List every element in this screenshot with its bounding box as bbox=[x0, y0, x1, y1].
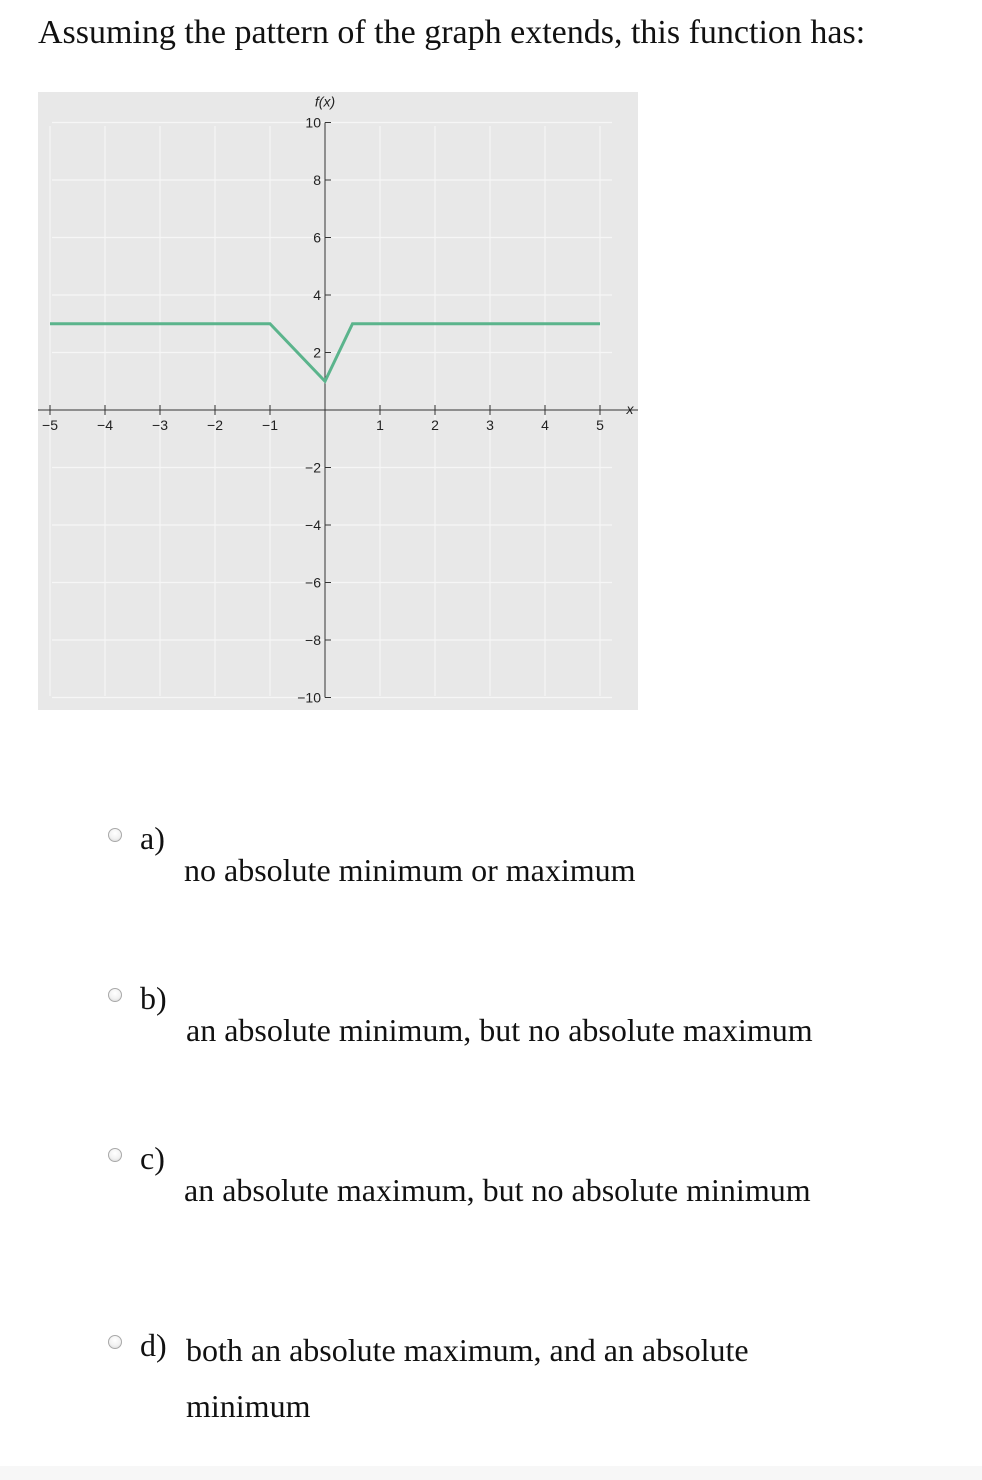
y-axis-label: f(x) bbox=[314, 93, 336, 110]
x-tick-label: 4 bbox=[541, 417, 549, 433]
option-d-text: both an absolute maximum, and an absolute bbox=[186, 1332, 749, 1368]
option-a[interactable] bbox=[0, 818, 982, 938]
option-b-radio[interactable] bbox=[108, 988, 122, 1002]
x-tick-label: 3 bbox=[486, 417, 494, 433]
option-a-letter: a) bbox=[140, 820, 165, 856]
function-graph bbox=[38, 92, 638, 710]
option-b[interactable] bbox=[0, 978, 982, 1098]
y-tick-label: 8 bbox=[313, 172, 321, 188]
option-c[interactable] bbox=[0, 1138, 982, 1258]
option-d-letter: d) bbox=[140, 1327, 167, 1363]
x-tick-label: −3 bbox=[152, 417, 168, 433]
option-c-radio[interactable] bbox=[108, 1148, 122, 1162]
option-c-text: an absolute maximum, but no absolute minimum bbox=[184, 1172, 811, 1208]
x-tick-label: 5 bbox=[596, 417, 604, 433]
option-d-text-line2: minimum bbox=[186, 1388, 311, 1424]
option-b-text: an absolute minimum, but no absolute maximum bbox=[186, 1012, 813, 1048]
y-tick-label: −8 bbox=[305, 632, 321, 648]
y-tick-label: 6 bbox=[313, 229, 321, 246]
y-tick-label: 10 bbox=[305, 114, 321, 131]
x-axis-label: x bbox=[626, 401, 634, 417]
y-tick-label: −2 bbox=[305, 459, 321, 476]
option-b-letter: b) bbox=[140, 980, 167, 1016]
y-tick-label: −10 bbox=[297, 689, 321, 706]
x-tick-label: −5 bbox=[42, 417, 58, 433]
y-tick-label: −6 bbox=[305, 574, 321, 591]
option-a-radio[interactable] bbox=[108, 828, 122, 842]
option-a-text: no absolute minimum or maximum bbox=[184, 852, 636, 888]
graph-svg bbox=[38, 92, 638, 710]
graph-background bbox=[38, 92, 638, 710]
page-footer-strip bbox=[0, 1466, 982, 1480]
y-tick-label: 4 bbox=[313, 287, 321, 303]
option-d[interactable] bbox=[0, 1325, 982, 1445]
x-tick-label: 2 bbox=[431, 417, 439, 433]
x-tick-label: −2 bbox=[207, 417, 223, 433]
question-text: Assuming the pattern of the graph extends, this function has: bbox=[38, 14, 866, 51]
x-tick-label: −4 bbox=[97, 417, 113, 433]
x-tick-label: 1 bbox=[376, 417, 384, 433]
option-c-letter: c) bbox=[140, 1140, 165, 1176]
y-tick-label: −4 bbox=[305, 517, 321, 533]
x-tick-label: −1 bbox=[262, 417, 278, 433]
option-d-radio[interactable] bbox=[108, 1335, 122, 1349]
y-tick-label: 2 bbox=[313, 344, 321, 361]
